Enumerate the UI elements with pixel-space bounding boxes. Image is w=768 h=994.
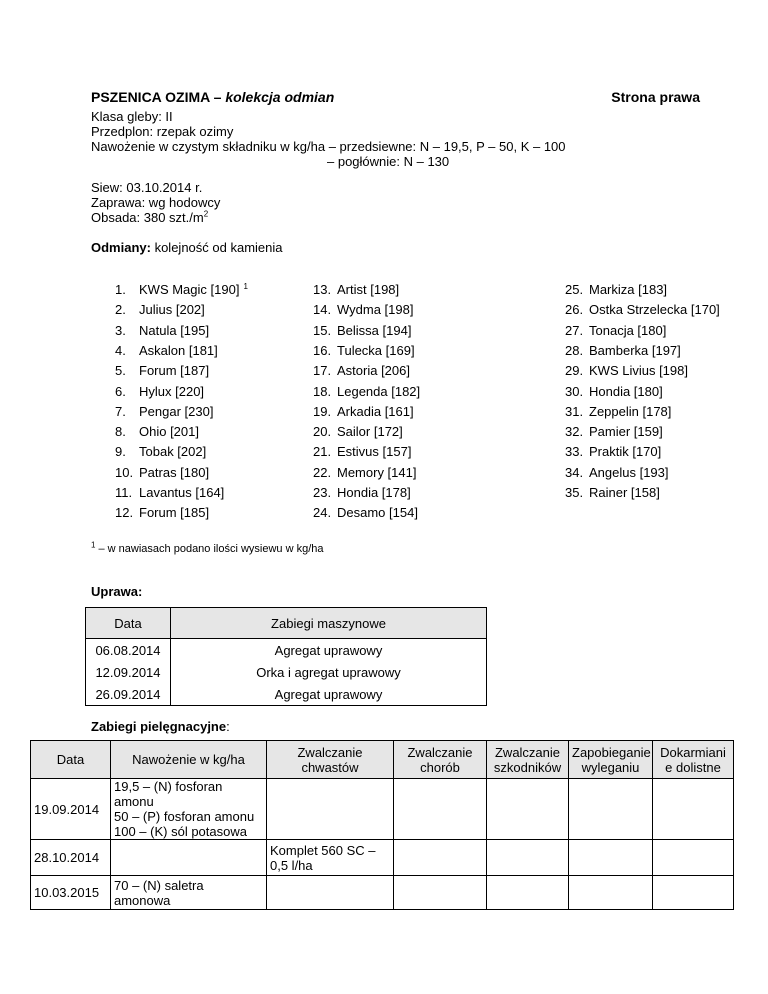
care-fertilization: 70 – (N) saletra amonowa xyxy=(111,876,267,910)
variety-item xyxy=(115,424,199,439)
variety-item xyxy=(115,444,206,459)
variety-name: Forum [187] xyxy=(139,363,210,379)
variety-item xyxy=(313,404,414,419)
variety-name: Sailor [172] xyxy=(337,424,403,440)
variety-number: 13. xyxy=(313,282,332,297)
care-foliar xyxy=(653,779,734,840)
variety-item xyxy=(313,444,411,459)
variety-number: 14. xyxy=(313,302,332,318)
care-weeds xyxy=(267,876,394,910)
variety-item xyxy=(115,404,213,419)
variety-item xyxy=(565,323,666,338)
variety-number: 29. xyxy=(565,363,584,379)
variety-number: 15. xyxy=(313,322,332,338)
care-heading-colon: : xyxy=(226,719,230,734)
variety-number: 9. xyxy=(115,444,126,460)
variety-item xyxy=(565,343,681,358)
table-row xyxy=(31,840,734,876)
variety-number: 24. xyxy=(313,505,332,521)
variety-number: 27. xyxy=(565,322,584,338)
variety-number: 28. xyxy=(565,342,584,358)
cultivation-header-operations: Zabiegi maszynowe xyxy=(171,608,487,639)
page-title xyxy=(91,89,334,105)
variety-item xyxy=(565,424,663,439)
variety-number: 33. xyxy=(565,444,584,460)
variety-number: 7. xyxy=(115,403,126,419)
care-fertilization-line: 50 – (P) fosforan amonu xyxy=(114,809,255,824)
variety-name: Hylux [220] xyxy=(139,383,205,399)
soil-class: Klasa gleby: II xyxy=(91,109,173,124)
fertilization-line-2: – pogłównie: N – 130 xyxy=(327,154,450,169)
variety-name: Forum [185] xyxy=(139,505,210,521)
cultivation-operation: Agregat uprawowy xyxy=(171,639,487,662)
variety-name: Memory [141] xyxy=(337,464,417,480)
variety-number: 19. xyxy=(313,403,332,419)
variety-item xyxy=(115,302,205,317)
variety-name: Tonacja [180] xyxy=(589,322,667,338)
variety-item xyxy=(565,465,669,480)
care-header-pests: Zwalczanie szkodników xyxy=(487,741,569,779)
footnote xyxy=(91,540,324,555)
cultivation-operation: Agregat uprawowy xyxy=(171,683,487,706)
variety-item xyxy=(115,465,209,480)
care-date: 10.03.2015 xyxy=(31,876,111,910)
variety-name: Hondia [180] xyxy=(589,383,663,399)
variety-item xyxy=(565,302,720,317)
care-fertilization-line: 100 – (K) sól potasowa xyxy=(114,824,247,839)
care-fertilization xyxy=(111,840,267,876)
care-date: 19.09.2014 xyxy=(31,779,111,840)
care-diseases xyxy=(394,876,487,910)
table-row xyxy=(86,639,487,662)
variety-name: Lavantus [164] xyxy=(139,485,225,500)
care-pests xyxy=(487,779,569,840)
variety-name: Wydma [198] xyxy=(337,302,414,318)
variety-item xyxy=(313,343,415,358)
variety-number: 17. xyxy=(313,363,332,379)
care-diseases xyxy=(394,840,487,876)
variety-name: Desamo [154] xyxy=(337,505,418,521)
variety-name: Ohio [201] xyxy=(139,424,199,440)
variety-name: Askalon [181] xyxy=(139,342,218,358)
varieties-heading-rest: kolejność od kamienia xyxy=(150,240,283,255)
variety-number: 5. xyxy=(115,363,126,379)
variety-number: 31. xyxy=(565,403,584,419)
variety-number: 35. xyxy=(565,485,584,500)
variety-item xyxy=(313,302,413,317)
cultivation-header-date: Data xyxy=(86,608,171,639)
variety-item xyxy=(565,404,671,419)
variety-item xyxy=(313,424,403,439)
variety-number: 25. xyxy=(565,282,584,297)
previous-crop: Przedplon: rzepak ozimy xyxy=(91,124,234,139)
variety-name: Natula [195] xyxy=(139,322,210,338)
care-header-diseases: Zwalczanie chorób xyxy=(394,741,487,779)
variety-name: Legenda [182] xyxy=(337,383,421,399)
variety-number: 30. xyxy=(565,383,584,399)
variety-name: Patras [180] xyxy=(139,464,210,480)
fertilization-line-1: Nawożenie w czystym składniku w kg/ha – przedsiewne: N – 19,5, P – 50, K – 100 xyxy=(91,139,566,154)
variety-footnote-marker: 1 xyxy=(243,281,248,291)
variety-name: KWS Magic [190] xyxy=(139,282,240,297)
variety-number: 6. xyxy=(115,383,126,399)
variety-name: Hondia [178] xyxy=(337,485,411,500)
care-header-fertilization: Nawożenie w kg/ha xyxy=(111,741,267,779)
variety-name: KWS Livius [198] xyxy=(589,363,688,379)
variety-item xyxy=(313,384,420,399)
cultivation-date: 26.09.2014 xyxy=(86,683,171,706)
care-header-date: Data xyxy=(31,741,111,779)
care-diseases xyxy=(394,779,487,840)
variety-number: 10. xyxy=(115,464,134,480)
variety-name: Artist [198] xyxy=(337,282,400,297)
variety-name: Ostka Strzelecka [170] xyxy=(589,302,720,318)
sowing-date: Siew: 03.10.2014 r. xyxy=(91,180,203,195)
variety-item xyxy=(115,323,209,338)
care-lodging xyxy=(569,840,653,876)
variety-item xyxy=(115,282,248,297)
care-pests xyxy=(487,876,569,910)
variety-name: Julius [202] xyxy=(139,302,205,318)
title-italic: kolekcja odmian xyxy=(225,89,335,105)
variety-name: Rainer [158] xyxy=(589,485,660,500)
variety-name: Astoria [206] xyxy=(337,363,410,379)
care-table xyxy=(30,740,734,910)
page-side-label: Strona prawa xyxy=(611,89,700,105)
variety-number: 4. xyxy=(115,342,126,358)
cultivation-operation: Orka i agregat uprawowy xyxy=(171,661,487,683)
variety-name: Markiza [183] xyxy=(589,282,668,297)
variety-item xyxy=(115,485,224,500)
variety-item xyxy=(115,343,218,358)
variety-name: Zeppelin [178] xyxy=(589,403,672,419)
table-row xyxy=(86,661,487,683)
variety-number: 1. xyxy=(115,282,126,297)
variety-item xyxy=(115,363,209,378)
variety-name: Arkadia [161] xyxy=(337,403,414,419)
care-header-foliar: Dokarmiani e dolistne xyxy=(653,741,734,779)
care-date: 28.10.2014 xyxy=(31,840,111,876)
care-heading xyxy=(91,719,230,734)
cultivation-date: 12.09.2014 xyxy=(86,661,171,683)
variety-number: 8. xyxy=(115,424,126,440)
variety-item xyxy=(313,465,416,480)
care-header-lodging: Zapobieganie wyleganiu xyxy=(569,741,653,779)
care-header-row xyxy=(31,741,734,779)
cultivation-heading: Uprawa: xyxy=(91,584,143,599)
variety-name: Tobak [202] xyxy=(139,444,207,460)
variety-item xyxy=(565,363,688,378)
variety-number: 11. xyxy=(115,485,133,500)
plant-density-sup: 2 xyxy=(203,209,209,219)
variety-item xyxy=(313,323,411,338)
variety-name: Belissa [194] xyxy=(337,322,412,338)
seed-dressing: Zaprawa: wg hodowcy xyxy=(91,195,221,210)
plant-density xyxy=(91,210,208,226)
variety-item xyxy=(313,505,418,520)
care-lodging xyxy=(569,779,653,840)
cultivation-table xyxy=(85,607,487,706)
variety-number: 20. xyxy=(313,424,332,440)
table-row xyxy=(31,876,734,910)
care-foliar xyxy=(653,876,734,910)
variety-name: Pamier [159] xyxy=(589,424,663,440)
care-header-weeds: Zwalczanie chwastów xyxy=(267,741,394,779)
variety-item xyxy=(313,282,399,297)
table-row xyxy=(31,779,734,840)
care-fertilization-line: 19,5 – (N) fosforan amonu xyxy=(114,779,223,809)
cultivation-header-row xyxy=(86,608,487,639)
care-fertilization xyxy=(111,779,267,840)
variety-item xyxy=(115,384,204,399)
care-lodging xyxy=(569,876,653,910)
footnote-text: – w nawiasach podano ilości wysiewu w kg/ha xyxy=(95,543,324,555)
variety-number: 21. xyxy=(313,444,332,460)
varieties-heading-bold: Odmiany: xyxy=(91,240,151,255)
title-main: PSZENICA OZIMA – xyxy=(91,89,222,105)
variety-number: 26. xyxy=(565,302,584,318)
variety-item xyxy=(313,363,410,378)
footnote-sup: 1 xyxy=(91,540,96,550)
variety-item xyxy=(565,384,663,399)
cultivation-date: 06.08.2014 xyxy=(86,639,171,662)
varieties-heading xyxy=(91,240,283,256)
variety-name: Angelus [193] xyxy=(589,464,669,480)
care-foliar xyxy=(653,840,734,876)
variety-item xyxy=(313,485,411,500)
care-weeds xyxy=(267,779,394,840)
variety-item xyxy=(115,505,209,520)
variety-name: Estivus [157] xyxy=(337,444,412,460)
variety-name: Bamberka [197] xyxy=(589,342,681,358)
variety-number: 22. xyxy=(313,464,332,480)
variety-number: 2. xyxy=(115,302,126,318)
variety-number: 12. xyxy=(115,505,134,521)
variety-item xyxy=(565,282,667,297)
variety-item xyxy=(565,444,661,459)
variety-name: Pengar [230] xyxy=(139,403,214,419)
variety-number: 32. xyxy=(565,424,584,440)
variety-item xyxy=(565,485,660,500)
variety-name: Tulecka [169] xyxy=(337,342,415,358)
care-pests xyxy=(487,840,569,876)
variety-number: 23. xyxy=(313,485,332,500)
variety-number: 34. xyxy=(565,464,584,480)
variety-number: 3. xyxy=(115,322,126,338)
variety-name: Praktik [170] xyxy=(589,444,662,460)
care-heading-text: Zabiegi pielęgnacyjne xyxy=(91,719,227,734)
variety-number: 16. xyxy=(313,342,332,358)
table-row xyxy=(86,683,487,706)
plant-density-text: Obsada: 380 szt./m xyxy=(91,210,204,225)
care-weeds: Komplet 560 SC – 0,5 l/ha xyxy=(267,840,394,876)
variety-number: 18. xyxy=(313,383,332,399)
